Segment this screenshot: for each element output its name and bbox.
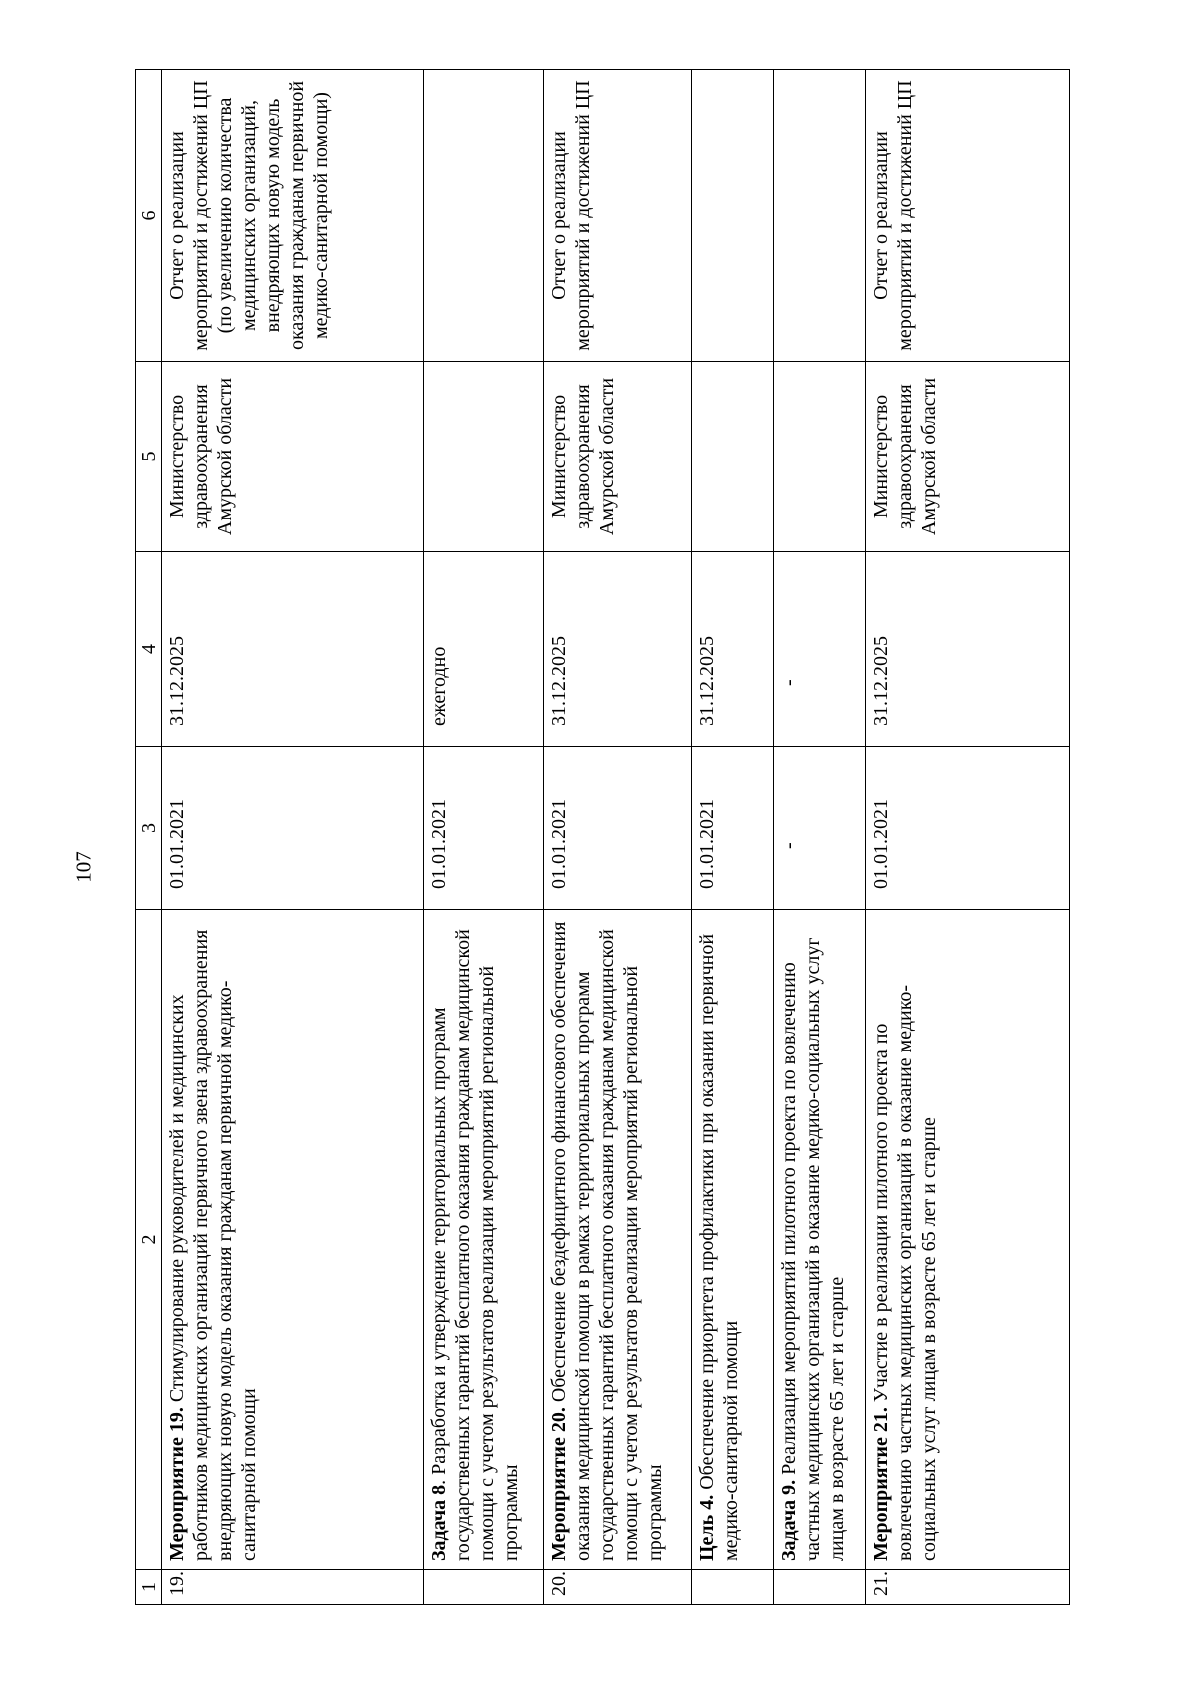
header-col-6: 6 (136, 70, 162, 362)
row-title-bold: Задача 9. (778, 1479, 800, 1561)
row-result: Отчет о реализации мероприятий и достижений ЦП (544, 70, 692, 362)
row-result: Отчет о реализации мероприятий и достижений ЦП (по увеличению количества медицинских организаций, внедряющих новую модель оказания гражданам первичной медико-санитарной помощи) (162, 70, 424, 362)
rotated-table-wrapper (135, 70, 1070, 1605)
table-row (692, 70, 774, 1605)
row-start-date: 01.01.2021 (866, 747, 1070, 910)
row-result (774, 70, 866, 362)
row-description (692, 910, 774, 1570)
row-result: Отчет о реализации мероприятий и достижений ЦП (866, 70, 1070, 362)
row-number: 20. (544, 1570, 692, 1605)
row-title-text: Обеспечение бездефицитного финансового обеспечения оказания медицинской помощи в рамках территориальных программ государственных гарантий бесплатного оказания гражданам медицинской помощи с учетом результатов реализации мероприятий региональной программы (548, 921, 666, 1561)
row-result (692, 70, 774, 362)
row-start-date: 01.01.2021 (424, 747, 544, 910)
row-title-bold: Мероприятие 21. (870, 1407, 892, 1561)
row-end-date: 31.12.2025 (544, 552, 692, 747)
row-title-bold: Мероприятие 19. (166, 1407, 188, 1561)
row-number (774, 1570, 866, 1605)
table-row (424, 70, 544, 1605)
row-title-bold: Задача 8 (428, 1484, 450, 1561)
row-title-text: Участие в реализации пилотного проекта по вовлечению частных медицинских организаций в оказание медико-социальных услуг лицам в возрасте 65 лет и старше (870, 984, 940, 1561)
row-responsible (692, 362, 774, 552)
row-responsible: Министерство здравоохранения Амурской области (544, 362, 692, 552)
row-end-date: - (774, 552, 866, 747)
row-title-bold: Мероприятие 20. (548, 1407, 570, 1561)
row-number (692, 1570, 774, 1605)
row-end-date: ежегодно (424, 552, 544, 747)
table-row (774, 70, 866, 1605)
row-responsible: Министерство здравоохранения Амурской области (162, 362, 424, 552)
row-end-date: 31.12.2025 (866, 552, 1070, 747)
header-col-4: 4 (136, 552, 162, 747)
row-title-text: . Разработка и утверждение территориальных программ государственных гарантий бесплатного оказания гражданам медицинской помощи с учетом результатов реализации мероприятий региональной программы (428, 929, 522, 1561)
row-number: 21. (866, 1570, 1070, 1605)
row-title-bold: Цель 4. (696, 1494, 718, 1561)
row-description (424, 910, 544, 1570)
row-title-text: Реализация мероприятий пилотного проекта по вовлечению частных медицинских организаций в оказание медико-социальных услуг лицам в возрасте 65 лет и старше (778, 937, 848, 1561)
row-title-text: Обеспечение приоритета профилактики при оказании первичной медико-санитарной помощи (696, 933, 742, 1561)
row-responsible (774, 362, 866, 552)
row-start-date: 01.01.2021 (692, 747, 774, 910)
row-end-date: 31.12.2025 (692, 552, 774, 747)
row-responsible: Министерство здравоохранения Амурской области (866, 362, 1070, 552)
row-description (162, 910, 424, 1570)
row-start-date: 01.01.2021 (162, 747, 424, 910)
row-title-text: Стимулирование руководителей и медицинских работников медицинских организаций первичного звена здравоохранения внедряющих новую модель оказания гражданам первичной медико-санитарной помощи (166, 929, 260, 1561)
row-responsible (424, 362, 544, 552)
row-start-date: 01.01.2021 (544, 747, 692, 910)
row-start-date: - (774, 747, 866, 910)
page-number: 107 (71, 851, 96, 883)
row-number (424, 1570, 544, 1605)
header-col-3: 3 (136, 747, 162, 910)
header-row (136, 70, 162, 1605)
header-col-5: 5 (136, 362, 162, 552)
row-end-date: 31.12.2025 (162, 552, 424, 747)
header-col-1: 1 (136, 1570, 162, 1605)
row-description (544, 910, 692, 1570)
header-col-2: 2 (136, 910, 162, 1570)
row-result (424, 70, 544, 362)
table-row (162, 70, 424, 1605)
plan-table (135, 69, 1070, 1605)
row-number: 19. (162, 1570, 424, 1605)
row-description (866, 910, 1070, 1570)
table-row (866, 70, 1070, 1605)
table-row (544, 70, 692, 1605)
row-description (774, 910, 866, 1570)
